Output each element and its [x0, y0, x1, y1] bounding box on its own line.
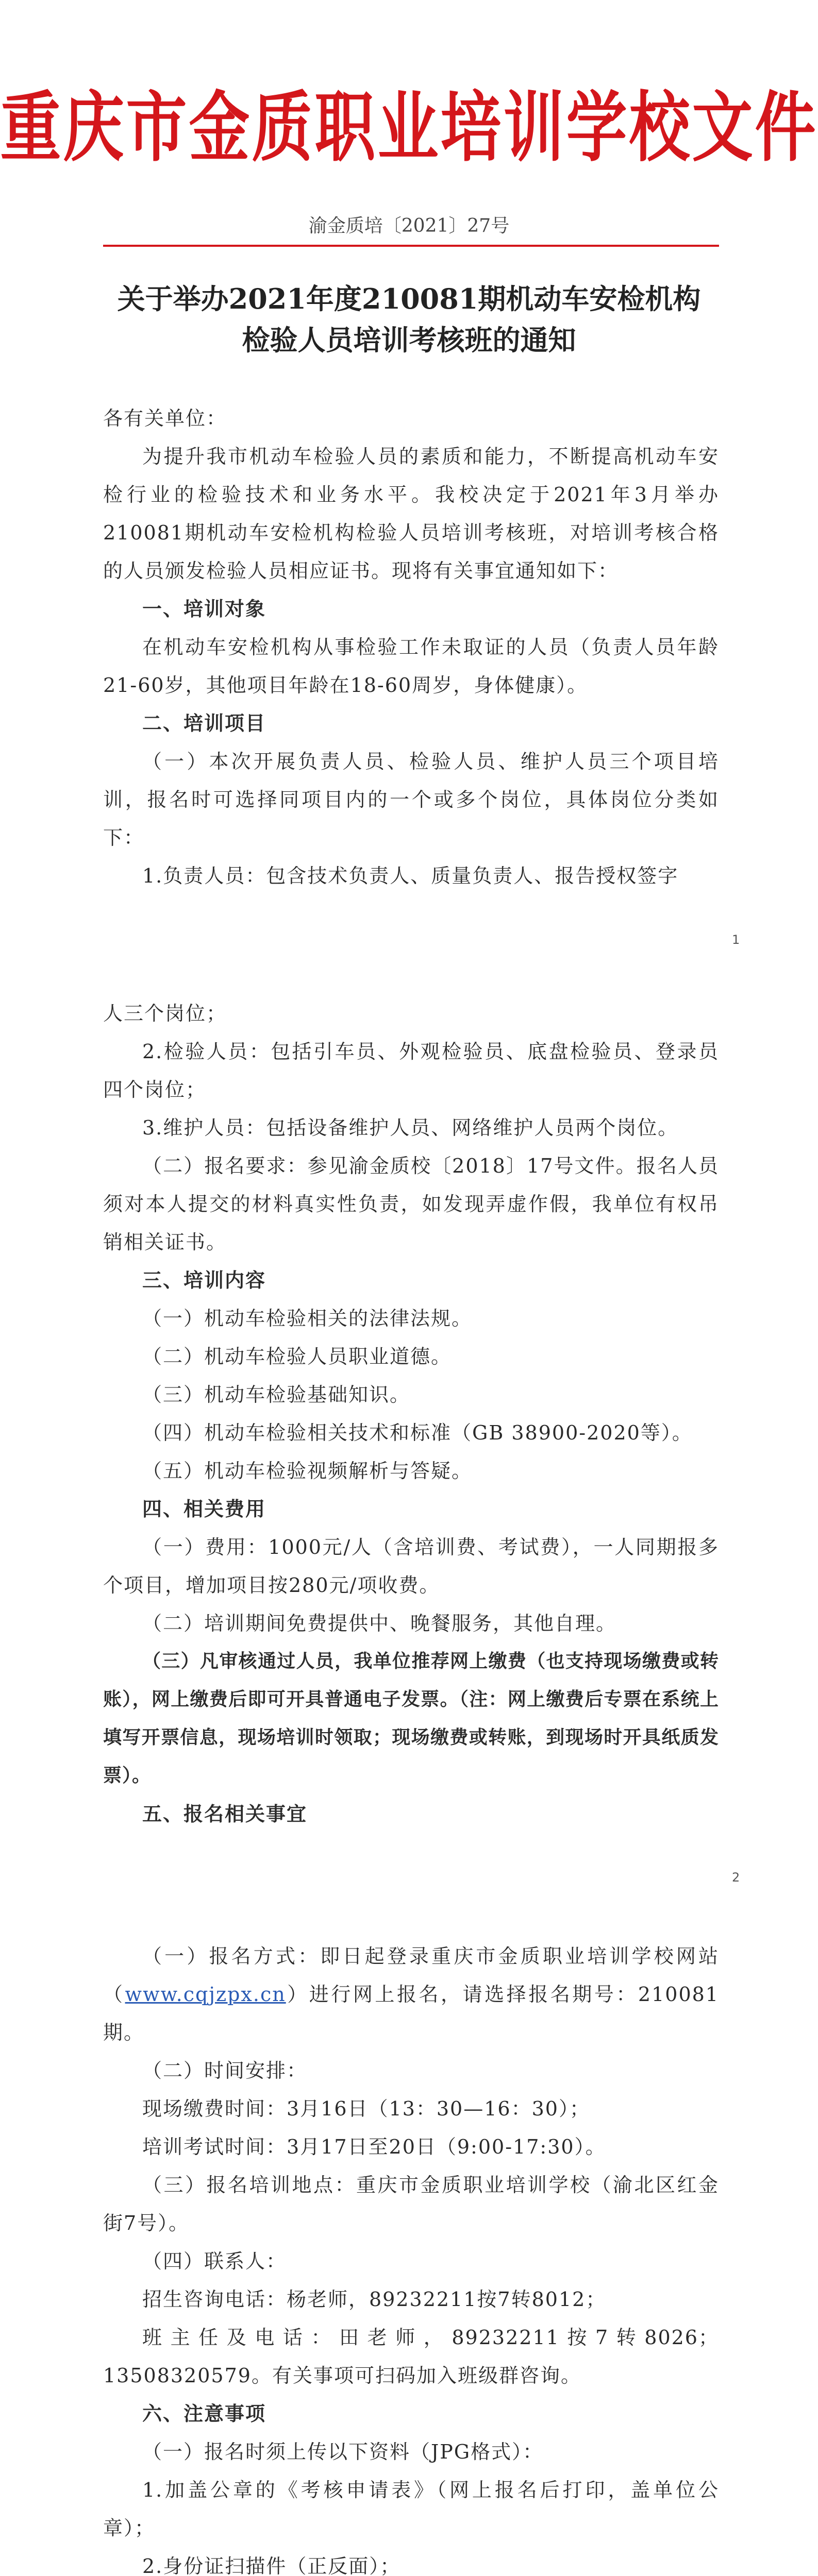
website-link[interactable]: www.cqjzpx.cn	[125, 1983, 286, 2006]
intro-paragraph: 为提升我市机动车检验人员的素质和能力，不断提高机动车安检行业的检验技术和业务水平。我校决定于2021年3月举办210081期机动车安检机构检验人员培训考核班，对培训考核合格的人员颁发检验人员相应证书。现将有关事宜通知如下：	[103, 445, 719, 582]
section-5-title: 五、报名相关事宜	[142, 1803, 308, 1825]
section-2-para-4: 3.维护人员：包括设备维护人员、网络维护人员两个岗位。	[142, 1116, 679, 1139]
doc-title-line-2: 检验人员培训考核班的通知	[242, 324, 576, 357]
training-location: （三）报名培训地点：重庆市金质职业培训学校（渝北区红金街7号）。	[103, 2174, 719, 2234]
section-1-title: 一、培训对象	[142, 598, 266, 620]
registration-text-pre: （一）报名方式：即日起登录重庆市金质职业培训学校网站（	[103, 1945, 719, 2006]
contact-enrollment: 招生咨询电话：杨老师，89232211按7转8012；	[142, 2288, 607, 2311]
section-3-item: （一）机动车检验相关的法律法规。	[142, 1307, 473, 1330]
time-title: （二）时间安排：	[142, 2059, 308, 2082]
section-2-para-1: （一）本次开展负责人员、检验人员、维护人员三个项目培训，报名时可选择同项目内的一个或多个岗位，具体岗位分类如下：	[103, 750, 719, 849]
registration-text-post: ）进行网上报名，请选择报名期号：210081期。	[103, 1983, 719, 2044]
registration-method	[103, 1937, 719, 2052]
time-payment: 现场缴费时间：3月16日（13：30—16：30）；	[142, 2097, 590, 2120]
section-1-text: 在机动车安检机构从事检验工作未取证的人员（负责人员年龄21-60岁，其他项目年龄在18-60周岁，身体健康）。	[103, 636, 719, 697]
time-training: 培训考试时间：3月17日至20日（9:00-17:30）。	[142, 2136, 606, 2158]
doc-number: 渝金质培〔2021〕27号	[308, 215, 510, 236]
doc-title-line-1: 关于举办2021年度210081期机动车安检机构	[117, 282, 701, 315]
note-1-item: 1.加盖公章的《考核申请表》（网上报名后打印，盖单位公章）；	[103, 2479, 719, 2539]
section-3-item: （五）机动车检验视频解析与答疑。	[142, 1460, 473, 1482]
page-3-body	[103, 1937, 719, 2576]
section-4-title: 四、相关费用	[142, 1498, 266, 1520]
page-number: 1	[732, 933, 740, 947]
page-number: 2	[732, 1870, 740, 1885]
salutation: 各有关单位：	[103, 407, 227, 430]
note-1-item: 2.身份证扫描件（正反面）；	[142, 2555, 401, 2576]
section-3-title: 三、培训内容	[142, 1269, 266, 1292]
fee-item-2: （二）培训期间免费提供中、晚餐服务，其他自理。	[142, 1612, 617, 1635]
section-2-title: 二、培训项目	[142, 712, 266, 735]
section-3-item: （二）机动车检验人员职业道德。	[142, 1345, 452, 1368]
section-6-title: 六、注意事项	[142, 2402, 266, 2425]
page-2-body	[103, 994, 719, 1833]
page-1	[0, 0, 818, 953]
fee-item-3: （三）凡审核通过人员，我单位推荐网上缴费（也支持现场缴费或转账），网上缴费后即可开具普通电子发票。（注：网上缴费后专票在系统上填写开票信息，现场培训时领取；现场缴费或转账，到现场时开具纸质发票）。	[103, 1651, 719, 1786]
page-2	[0, 953, 818, 1896]
note-1: （一）报名时须上传以下资料（JPG格式）：	[142, 2441, 544, 2463]
section-2-para-5: （二）报名要求：参见渝金质校〔2018〕17号文件。报名人员须对本人提交的材料真实性负责，如发现弄虚作假，我单位有权吊销相关证书。	[103, 1155, 719, 1253]
header-red-rule	[103, 245, 719, 247]
contact-teacher: 班主任及电话：田老师，89232211按7转8026；13508320579。有关事项可扫码加入班级群咨询。	[103, 2326, 719, 2387]
page-3	[0, 1896, 818, 2576]
contact-title: （四）联系人：	[142, 2250, 287, 2273]
section-3-item: （三）机动车检验基础知识。	[142, 1383, 411, 1406]
section-2-para-3: 2.检验人员：包括引车员、外观检验员、底盘检验员、登录员四个岗位；	[103, 1040, 719, 1101]
org-title: 重庆市金质职业培训学校文件	[0, 83, 818, 172]
page-1-body	[103, 399, 719, 895]
section-3-item: （四）机动车检验相关技术和标准（GB 38900-2020等）。	[142, 1421, 693, 1444]
section-2-para-2: 1.负责人员：包含技术负责人、质量负责人、报告授权签字	[142, 865, 679, 887]
continuation-text: 人三个岗位；	[103, 1002, 227, 1025]
doc-title	[0, 278, 818, 361]
fee-item-1: （一）费用：1000元/人（含培训费、考试费），一人同期报多个项目，增加项目按280元/项收费。	[103, 1536, 719, 1597]
